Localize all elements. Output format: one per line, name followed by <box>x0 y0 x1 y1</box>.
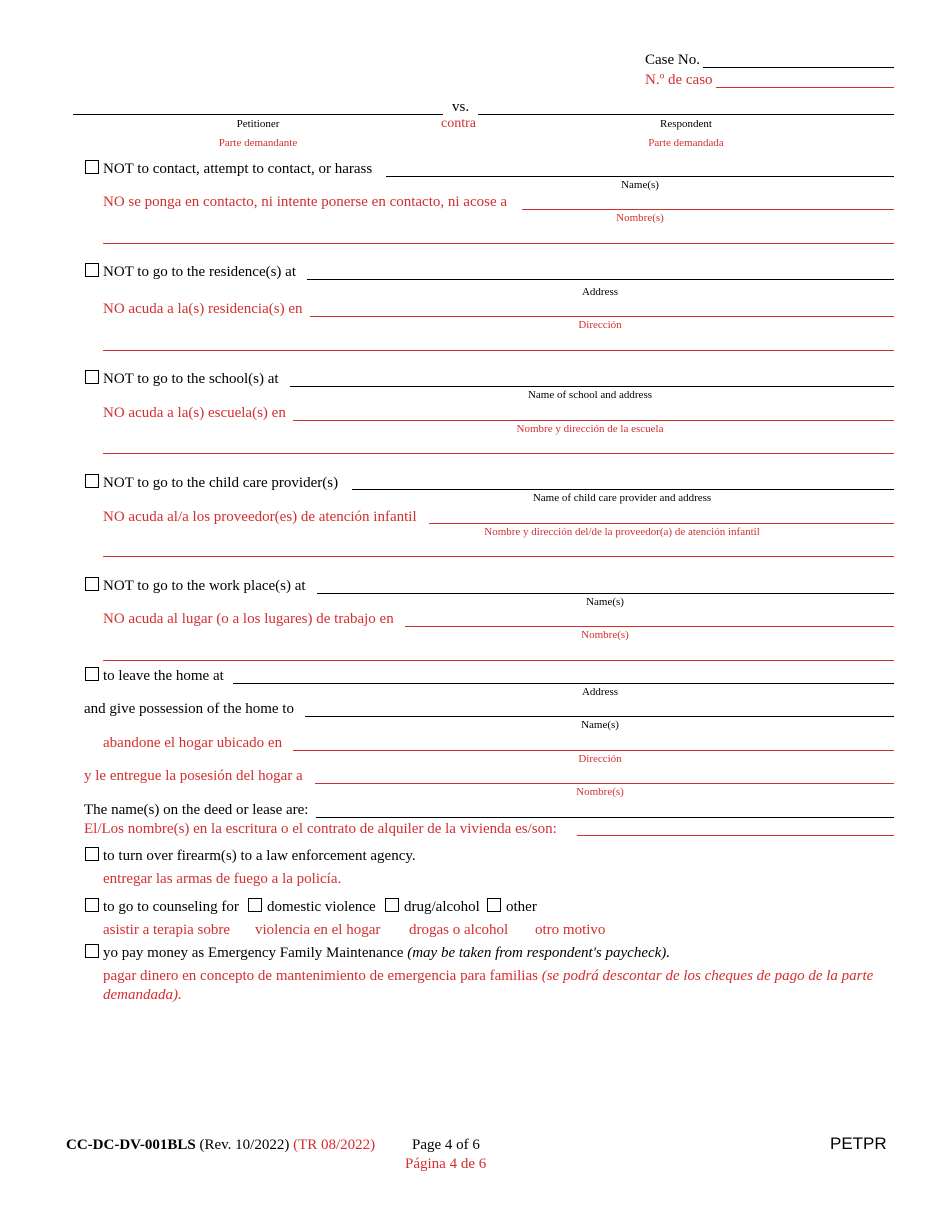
contact-names-field[interactable] <box>386 176 894 177</box>
school-label-es: NO acuda a la(s) escuela(s) en <box>103 405 286 421</box>
childcare-caption-es: Nombre y dirección del/de la proveedor(a) de atención infantil <box>484 526 760 538</box>
home-possession-field[interactable] <box>305 716 894 717</box>
childcare-label-es: NO acuda al/a los proveedor(es) de atención infantil <box>103 509 417 525</box>
maintenance-checkbox[interactable] <box>85 944 99 958</box>
work-field-es[interactable] <box>405 626 894 627</box>
home-address-caption-es: Dirección <box>578 753 622 765</box>
petitioner-caption-es: Parte demandante <box>218 137 298 149</box>
firearms-checkbox[interactable] <box>85 847 99 861</box>
case-number-field[interactable] <box>703 67 894 68</box>
petitioner-field[interactable] <box>73 114 443 115</box>
residence-extra-line[interactable] <box>103 350 894 351</box>
contact-extra-line[interactable] <box>103 243 894 244</box>
home-label: to leave the home at <box>103 668 224 684</box>
home-address-caption: Address <box>581 686 619 698</box>
counseling-dv-label: domestic violence <box>267 899 376 915</box>
maintenance-label-es: pagar dinero en concepto de mantenimiento de emergencia para familias <box>103 968 538 984</box>
residence-label: NOT to go to the residence(s) at <box>103 264 297 280</box>
counseling-label: to go to counseling for <box>103 899 239 915</box>
respondent-caption: Respondent <box>660 118 712 130</box>
childcare-label: NOT to go to the child care provider(s) <box>103 475 339 491</box>
maintenance-label: yo pay money as Emergency Family Maintenance <box>103 945 404 961</box>
contact-names-field-es[interactable] <box>522 209 894 210</box>
work-caption-es: Nombre(s) <box>581 629 629 641</box>
home-possession-label: and give possession of the home to <box>84 701 294 717</box>
contra-label: contra <box>441 116 476 131</box>
school-field-es[interactable] <box>293 420 894 421</box>
form-rev: (Rev. 10/2022) <box>199 1137 290 1153</box>
home-address-field[interactable] <box>233 683 894 684</box>
school-checkbox[interactable] <box>85 370 99 384</box>
residence-caption: Address <box>581 286 619 298</box>
school-label: NOT to go to the school(s) at <box>103 371 279 387</box>
counseling-drug-label-es: drogas o alcohol <box>409 922 509 938</box>
childcare-extra-line[interactable] <box>103 556 894 557</box>
page-number-es: Página 4 de 6 <box>405 1156 487 1172</box>
counseling-checkbox[interactable] <box>85 898 99 912</box>
home-address-field-es[interactable] <box>293 750 894 751</box>
counseling-drug-label: drug/alcohol <box>404 899 480 915</box>
residence-address-field[interactable] <box>307 279 894 280</box>
contact-checkbox[interactable] <box>85 160 99 174</box>
work-checkbox[interactable] <box>85 577 99 591</box>
residence-address-field-es[interactable] <box>310 316 894 317</box>
form-tr: (TR 08/2022) <box>293 1137 376 1153</box>
contact-label-es: NO se ponga en contacto, ni intente ponerse en contacto, ni acose a <box>103 194 508 210</box>
contact-caption-es: Nombre(s) <box>616 212 664 224</box>
childcare-checkbox[interactable] <box>85 474 99 488</box>
counseling-dv-label-es: violencia en el hogar <box>255 922 381 938</box>
firearms-label-es: entregar las armas de fuego a la policía. <box>103 871 342 887</box>
home-names-caption: Name(s) <box>581 719 619 731</box>
respondent-field[interactable] <box>478 114 894 115</box>
counseling-label-es: asistir a terapia sobre <box>103 922 231 938</box>
school-extra-line[interactable] <box>103 453 894 454</box>
work-caption: Name(s) <box>586 596 624 608</box>
residence-label-es: NO acuda a la(s) residencia(s) en <box>103 301 303 317</box>
deed-field[interactable] <box>316 817 894 818</box>
school-caption: Name of school and address <box>527 389 653 401</box>
vs-label: vs. <box>452 99 470 115</box>
work-field[interactable] <box>317 593 894 594</box>
counseling-dv-checkbox[interactable] <box>248 898 262 912</box>
home-checkbox[interactable] <box>85 667 99 681</box>
work-extra-line[interactable] <box>103 660 894 661</box>
respondent-caption-es: Parte demandada <box>648 137 724 149</box>
page-number: Page 4 of 6 <box>412 1137 480 1153</box>
counseling-other-label-es: otro motivo <box>535 922 606 938</box>
firearms-label: to turn over firearm(s) to a law enforcement agency. <box>103 848 416 864</box>
childcare-field[interactable] <box>352 489 894 490</box>
maintenance-text-es <box>103 967 878 1005</box>
childcare-field-es[interactable] <box>429 523 894 524</box>
school-field[interactable] <box>290 386 894 387</box>
residence-caption-es: Dirección <box>578 319 622 331</box>
petitioner-caption: Petitioner <box>236 118 280 130</box>
residence-checkbox[interactable] <box>85 263 99 277</box>
work-label: NOT to go to the work place(s) at <box>103 578 306 594</box>
contact-caption: Name(s) <box>621 179 659 191</box>
form-id: CC-DC-DV-001BLS <box>66 1137 196 1153</box>
deed-label-es: El/Los nombre(s) en la escritura o el contrato de alquiler de la vivienda es/son: <box>84 821 557 837</box>
home-label-es: abandone el hogar ubicado en <box>103 735 283 751</box>
counseling-other-checkbox[interactable] <box>487 898 501 912</box>
maintenance-line <box>103 945 670 962</box>
case-number-label-es: N.º de caso <box>645 72 713 88</box>
case-number-label: Case No. <box>645 52 700 68</box>
childcare-caption: Name of child care provider and address <box>532 492 712 504</box>
school-caption-es: Nombre y dirección de la escuela <box>516 423 664 435</box>
footer-form-id-line <box>66 1137 375 1154</box>
work-label-es: NO acuda al lugar (o a los lugares) de trabajo en <box>103 611 394 627</box>
maintenance-note-es: (se podrá descontar de los cheques de pago de la parte demandada). <box>103 968 874 1003</box>
home-possession-label-es: y le entregue la posesión del hogar a <box>84 768 303 784</box>
counseling-other-label: other <box>506 899 537 915</box>
case-number-field-es[interactable] <box>716 87 894 88</box>
home-names-caption-es: Nombre(s) <box>576 786 624 798</box>
form-code: PETPR <box>830 1134 887 1153</box>
deed-field-es[interactable] <box>577 835 894 836</box>
home-possession-field-es[interactable] <box>315 783 894 784</box>
maintenance-note: (may be taken from respondent's paycheck). <box>407 945 671 961</box>
contact-label: NOT to contact, attempt to contact, or harass <box>103 161 373 177</box>
counseling-drug-checkbox[interactable] <box>385 898 399 912</box>
deed-label: The name(s) on the deed or lease are: <box>84 802 309 818</box>
